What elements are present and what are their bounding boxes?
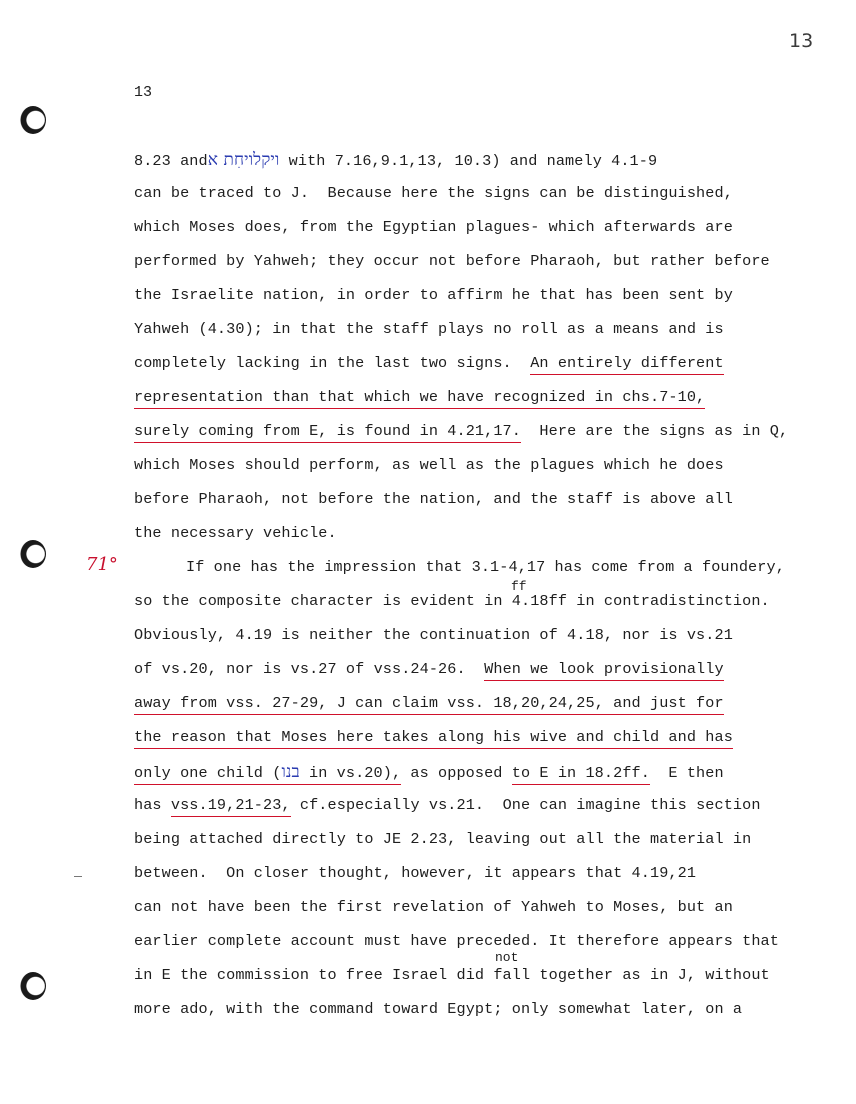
text-line-14: so the composite character is evident in 4.18ff in contradistinction.: [134, 592, 770, 610]
underlined-passage: surely coming from E, is found in 4.21,17.: [134, 422, 521, 443]
text-line-9: [134, 422, 788, 440]
line-segment: cf.especially vs.21. One can imagine this section: [290, 796, 761, 814]
text-line-8: [134, 388, 705, 406]
line-segment: with 7.16,9.1,13, 10.3) and namely 4.1-9: [279, 152, 658, 170]
punch-hole: [20, 972, 46, 1000]
text-line-15: Obviously, 4.19 is neither the continuation of 4.18, nor is vs.21: [134, 626, 733, 644]
handwritten-insertion-ff: ff: [511, 579, 527, 594]
hebrew-handwriting: בנו: [281, 762, 299, 785]
underlined-passage: only one child (: [134, 764, 281, 785]
text-line-11: before Pharaoh, not before the nation, and the staff is above all: [134, 490, 733, 508]
text-line-2: can be traced to J. Because here the signs can be distinguished,: [134, 184, 733, 202]
text-line-1: [134, 150, 657, 170]
underlined-passage: in vs.20),: [300, 764, 401, 785]
text-line-22: between. On closer thought, however, it appears that 4.19,21: [134, 864, 697, 882]
text-line-12: the necessary vehicle.: [134, 524, 337, 542]
underlined-passage: An entirely different: [530, 354, 724, 375]
text-line-10: which Moses should perform, as well as the plagues which he does: [134, 456, 724, 474]
underlined-passage: representation than that which we have recognized in chs.7-10,: [134, 388, 705, 409]
text-line-6: Yahweh (4.30); in that the staff plays no roll as a means and is: [134, 320, 724, 338]
text-line-26: more ado, with the command toward Egypt; only somewhat later, on a: [134, 1000, 743, 1018]
line-segment: has: [134, 796, 171, 814]
text-line-24: earlier complete account must have preceded. It therefore appears that: [134, 932, 779, 950]
text-line-21: being attached directly to JE 2.23, leaving out all the material in: [134, 830, 752, 848]
punch-hole: [20, 540, 46, 568]
underlined-passage: to E in 18.2ff.: [512, 764, 650, 785]
typed-page-number: 13: [134, 84, 153, 101]
punch-hole: [20, 106, 46, 134]
text-line-17: [134, 694, 724, 712]
text-line-25: in E the commission to free Israel did fall together as in J, without: [134, 966, 770, 984]
margin-note: 71°: [86, 554, 118, 575]
underlined-passage: away from vss. 27-29, J can claim vss. 18,20,24,25, and just for: [134, 694, 724, 715]
handwritten-page-number: 13: [789, 30, 814, 52]
text-line-16: [134, 660, 724, 678]
line-segment: completely lacking in the last two signs.: [134, 354, 531, 372]
underlined-passage: vss.19,21-23,: [171, 796, 291, 817]
text-line-3: which Moses does, from the Egyptian plagues- which afterwards are: [134, 218, 733, 236]
text-line-7: [134, 354, 724, 372]
hebrew-handwriting: ויקלויחִת א: [207, 150, 280, 170]
line-segment: 8.23 and: [134, 152, 208, 170]
line-segment: as opposed: [401, 764, 512, 782]
text-line-5: the Israelite nation, in order to affirm he that has been sent by: [134, 286, 733, 304]
handwritten-insertion-not: not: [495, 950, 519, 965]
underlined-passage: the reason that Moses here takes along his wive and child and has: [134, 728, 733, 749]
line-segment: of vs.20, nor is vs.27 of vss.24-26.: [134, 660, 485, 678]
text-line-13: If one has the impression that 3.1-4,17 has come from a foundery,: [186, 558, 785, 576]
text-line-20: [134, 796, 761, 814]
underlined-passage: When we look provisionally: [484, 660, 724, 681]
margin-mark: [74, 876, 82, 877]
text-line-23: can not have been the first revelation of Yahweh to Moses, but an: [134, 898, 733, 916]
text-line-19: [134, 762, 724, 782]
text-line-4: performed by Yahweh; they occur not before Pharaoh, but rather before: [134, 252, 770, 270]
line-segment: Here are the signs as in Q,: [521, 422, 789, 440]
line-segment: E then: [649, 764, 724, 782]
text-line-18: [134, 728, 733, 746]
